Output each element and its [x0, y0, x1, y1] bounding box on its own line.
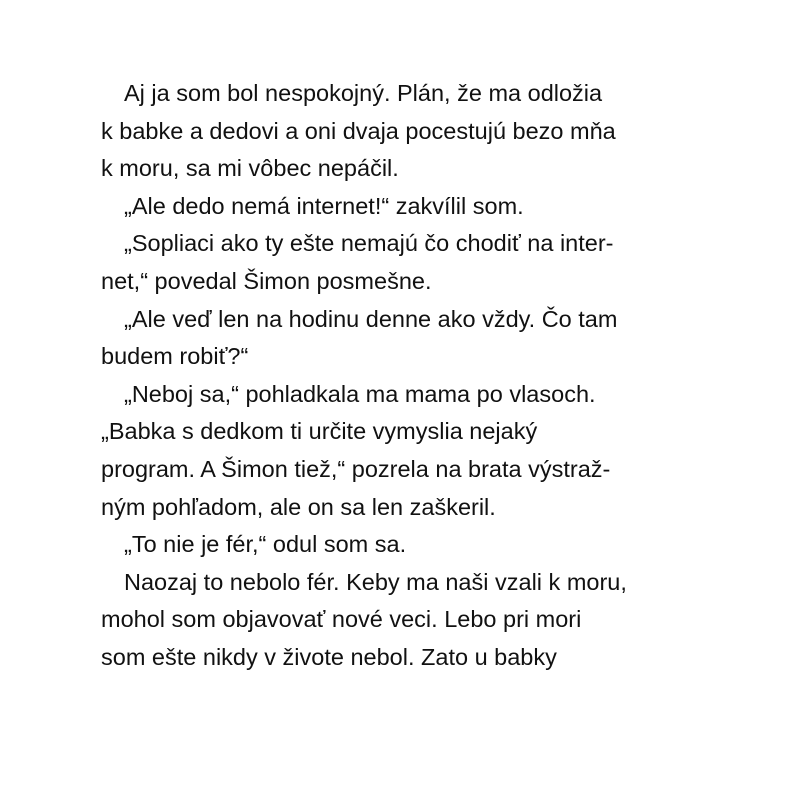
body-text [101, 75, 701, 677]
text-line: ným pohľadom, ale on sa len zaškeril. [101, 493, 496, 520]
text-line: „Ale dedo nemá internet!“ zakvílil som. [124, 192, 524, 219]
text-line: mohol som objavovať nové veci. Lebo pri mori [101, 606, 582, 633]
text-line: „Ale veď len na hodinu denne ako vždy. Čo tam [124, 305, 618, 332]
text-line: „To nie je fér,“ odul som sa. [124, 531, 407, 558]
text-line: Naozaj to nebolo fér. Keby ma naši vzali k moru, [124, 568, 627, 595]
text-line: Aj ja som bol nespokojný. Plán, že ma odložia [124, 80, 603, 106]
text-line: som ešte nikdy v živote nebol. Zato u babky [101, 643, 557, 670]
text-line: „Babka s dedkom ti určite vymyslia nejaký [101, 418, 538, 445]
text-line: k babke a dedovi a oni dvaja pocestujú bezo mňa [101, 117, 616, 144]
text-line: „Sopliaci ako ty ešte nemajú čo chodiť na inter- [124, 230, 614, 257]
text-line: budem robiť?“ [101, 343, 249, 370]
text-line: k moru, sa mi vôbec nepáčil. [101, 155, 399, 182]
text-line: net,“ povedal Šimon posmešne. [101, 267, 432, 294]
text-line: program. A Šimon tiež,“ pozrela na brata výstraž- [101, 455, 611, 482]
text-line: „Neboj sa,“ pohladkala ma mama po vlasoch. [124, 380, 596, 407]
